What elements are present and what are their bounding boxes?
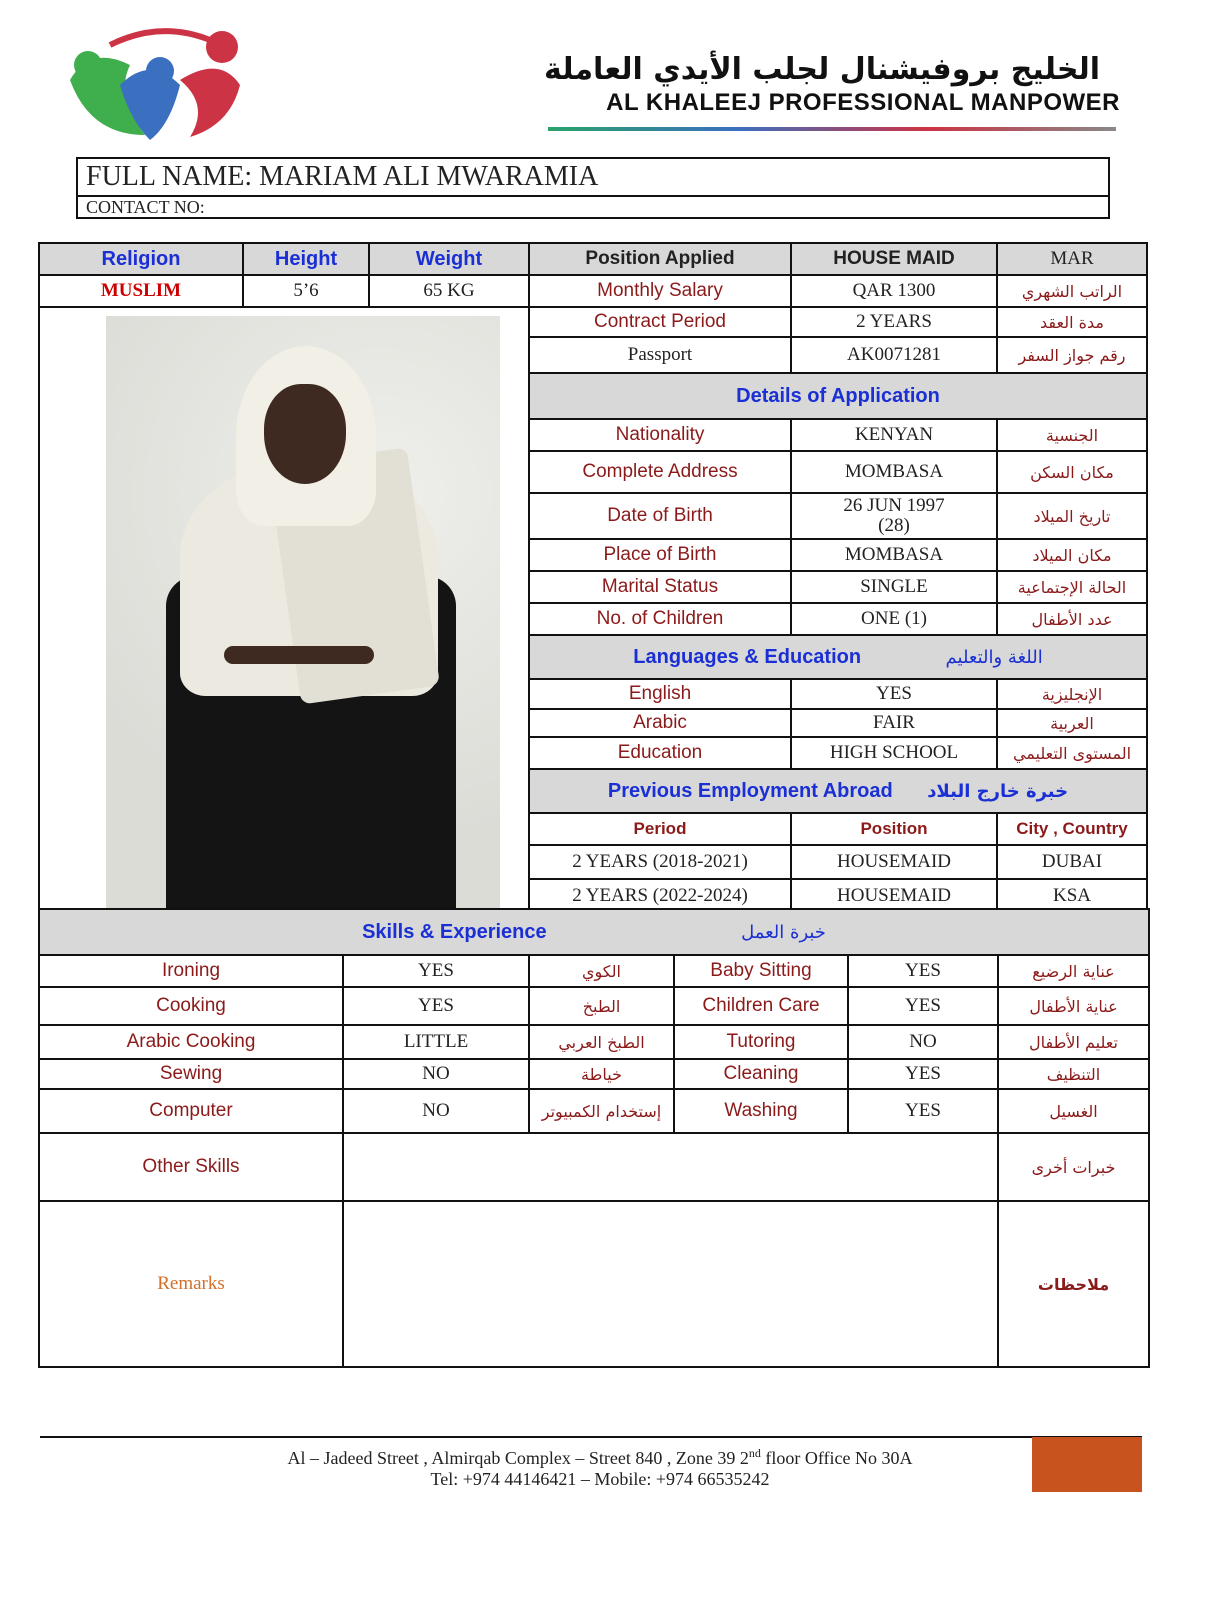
- religion-header: Religion: [39, 243, 243, 275]
- marital-ar: الحالة الإجتماعية: [997, 571, 1147, 603]
- candidate-photo: [106, 316, 500, 908]
- languages-title: Languages & Education: [633, 645, 862, 668]
- skill-computer-ar: إستخدام الكمبيوتر: [529, 1089, 674, 1133]
- children-ar: عدد الأطفال: [997, 603, 1147, 635]
- passport-ar: رقم جواز السفر: [997, 337, 1147, 373]
- skills-table: [38, 908, 1150, 1368]
- skill-tutoring-value: NO: [848, 1025, 998, 1059]
- brand-underline: [548, 127, 1116, 131]
- passport-value: AK0071281: [791, 337, 997, 373]
- salary-value: QAR 1300: [791, 275, 997, 307]
- emp-position-1: HOUSEMAID: [791, 845, 997, 879]
- pob-value: MOMBASA: [791, 539, 997, 571]
- period-header: Period: [529, 813, 791, 845]
- skill-cleaning-label: Cleaning: [674, 1059, 848, 1089]
- contact-number: CONTACT NO:: [86, 197, 205, 217]
- brand-english-name: AL KHALEEJ PROFESSIONAL MANPOWER: [606, 89, 1120, 116]
- nationality-value: KENYAN: [791, 419, 997, 451]
- skill-cooking-value: YES: [343, 987, 529, 1025]
- salary-ar: الراتب الشهري: [997, 275, 1147, 307]
- footer-accent-block: [1032, 1437, 1142, 1492]
- footer-address-sup: nd: [748, 1446, 761, 1460]
- arabic-ar: العربية: [997, 709, 1147, 737]
- full-name: FULL NAME: MARIAM ALI MWARAMIA: [78, 159, 1108, 197]
- position-code: MAR: [997, 243, 1147, 275]
- other-skills-value: [343, 1133, 998, 1201]
- english-label: English: [529, 679, 791, 709]
- footer-address-main: Al – Jadeed Street , Almirqab Complex – Street 840 , Zone 39 2: [287, 1448, 749, 1468]
- emp-period-2: 2 YEARS (2022-2024): [529, 879, 791, 913]
- education-label: Education: [529, 737, 791, 769]
- skill-cleaning-ar: التنظيف: [998, 1059, 1149, 1089]
- photo-cell: [39, 307, 529, 913]
- skill-sewing-label: Sewing: [39, 1059, 343, 1089]
- emp-position-header: Position: [791, 813, 997, 845]
- marital-value: SINGLE: [791, 571, 997, 603]
- skill-arabiccooking-value: LITTLE: [343, 1025, 529, 1059]
- arabic-label: Arabic: [529, 709, 791, 737]
- languages-title-ar: اللغة والتعليم: [945, 646, 1043, 668]
- skills-title-row: [39, 909, 1149, 955]
- skill-childrencare-ar: عناية الأطفال: [998, 987, 1149, 1025]
- pob-label: Place of Birth: [529, 539, 791, 571]
- position-label: Position Applied: [529, 243, 791, 275]
- emp-period-1: 2 YEARS (2018-2021): [529, 845, 791, 879]
- skill-childrencare-value: YES: [848, 987, 998, 1025]
- religion-value: MUSLIM: [39, 275, 243, 307]
- employment-title: Previous Employment Abroad: [607, 779, 893, 802]
- skill-ironing-ar: الكوي: [529, 955, 674, 987]
- height-header: Height: [243, 243, 369, 275]
- weight-value: 65 KG: [369, 275, 529, 307]
- footer-address: [130, 1443, 1070, 1469]
- footer-phone: Tel: +974 44146421 – Mobile: +974 66535242: [430, 1469, 770, 1489]
- skill-babysitting-value: YES: [848, 955, 998, 987]
- skills-title: Skills & Experience: [362, 920, 547, 943]
- height-value: 5’6: [243, 275, 369, 307]
- skill-childrencare-label: Children Care: [674, 987, 848, 1025]
- emp-place-2: KSA: [997, 879, 1147, 913]
- children-value: ONE (1): [791, 603, 997, 635]
- footer-divider: [40, 1436, 1142, 1438]
- education-value: HIGH SCHOOL: [791, 737, 997, 769]
- position-value: HOUSE MAID: [791, 243, 997, 275]
- address-value: MOMBASA: [791, 451, 997, 493]
- english-value: YES: [791, 679, 997, 709]
- contract-ar: مدة العقد: [997, 307, 1147, 337]
- skill-sewing-value: NO: [343, 1059, 529, 1089]
- nationality-label: Nationality: [529, 419, 791, 451]
- employment-title-row: [529, 769, 1147, 813]
- skill-washing-label: Washing: [674, 1089, 848, 1133]
- skill-babysitting-ar: عناية الرضيع: [998, 955, 1149, 987]
- remarks-value: [343, 1201, 998, 1367]
- remarks-ar: ملاحظات: [998, 1201, 1149, 1367]
- passport-label: Passport: [529, 337, 791, 373]
- skill-cooking-ar: الطبخ: [529, 987, 674, 1025]
- company-logo: [60, 25, 250, 150]
- skill-cooking-label: Cooking: [39, 987, 343, 1025]
- skill-ironing-value: YES: [343, 955, 529, 987]
- arabic-value: FAIR: [791, 709, 997, 737]
- dob-ar: تاريخ الميلاد: [997, 493, 1147, 539]
- skill-arabiccooking-label: Arabic Cooking: [39, 1025, 343, 1059]
- address-ar: مكان السكن: [997, 451, 1147, 493]
- cv-table: [38, 242, 1148, 914]
- nationality-ar: الجنسية: [997, 419, 1147, 451]
- skill-tutoring-ar: تعليم الأطفال: [998, 1025, 1149, 1059]
- languages-title-row: [529, 635, 1147, 679]
- identity-box: [76, 157, 1110, 219]
- details-title: Details of Application: [529, 373, 1147, 419]
- emp-position-2: HOUSEMAID: [791, 879, 997, 913]
- skill-tutoring-label: Tutoring: [674, 1025, 848, 1059]
- skill-sewing-ar: خياطة: [529, 1059, 674, 1089]
- skill-ironing-label: Ironing: [39, 955, 343, 987]
- education-ar: المستوى التعليمي: [997, 737, 1147, 769]
- dob-value: [791, 493, 997, 539]
- dob-label: Date of Birth: [529, 493, 791, 539]
- emp-place-1: DUBAI: [997, 845, 1147, 879]
- skill-washing-value: YES: [848, 1089, 998, 1133]
- marital-label: Marital Status: [529, 571, 791, 603]
- city-country-header: City , Country: [997, 813, 1147, 845]
- dob-age: (28): [878, 515, 910, 536]
- skill-computer-label: Computer: [39, 1089, 343, 1133]
- skills-title-ar: خبرة العمل: [741, 921, 826, 943]
- contract-label: Contract Period: [529, 307, 791, 337]
- contract-value: 2 YEARS: [791, 307, 997, 337]
- brand-header: [540, 52, 1140, 117]
- footer: [130, 1443, 1070, 1490]
- pob-ar: مكان الميلاد: [997, 539, 1147, 571]
- other-skills-label: Other Skills: [39, 1133, 343, 1201]
- skill-cleaning-value: YES: [848, 1059, 998, 1089]
- english-ar: الإنجليزية: [997, 679, 1147, 709]
- skill-computer-value: NO: [343, 1089, 529, 1133]
- weight-header: Weight: [369, 243, 529, 275]
- employment-title-ar: خبرة خارج البلاد: [927, 780, 1069, 802]
- skill-arabiccooking-ar: الطبخ العربي: [529, 1025, 674, 1059]
- children-label: No. of Children: [529, 603, 791, 635]
- other-skills-ar: خبرات أخرى: [998, 1133, 1149, 1201]
- dob-date: 26 JUN 1997: [843, 495, 945, 516]
- skill-babysitting-label: Baby Sitting: [674, 955, 848, 987]
- address-label: Complete Address: [529, 451, 791, 493]
- salary-label: Monthly Salary: [529, 275, 791, 307]
- footer-address-end: floor Office No 30A: [760, 1448, 913, 1468]
- skill-washing-ar: الغسيل: [998, 1089, 1149, 1133]
- brand-arabic-name: الخليج بروفيشنال لجلب الأيدي العاملة: [544, 52, 1100, 87]
- remarks-label: Remarks: [39, 1201, 343, 1367]
